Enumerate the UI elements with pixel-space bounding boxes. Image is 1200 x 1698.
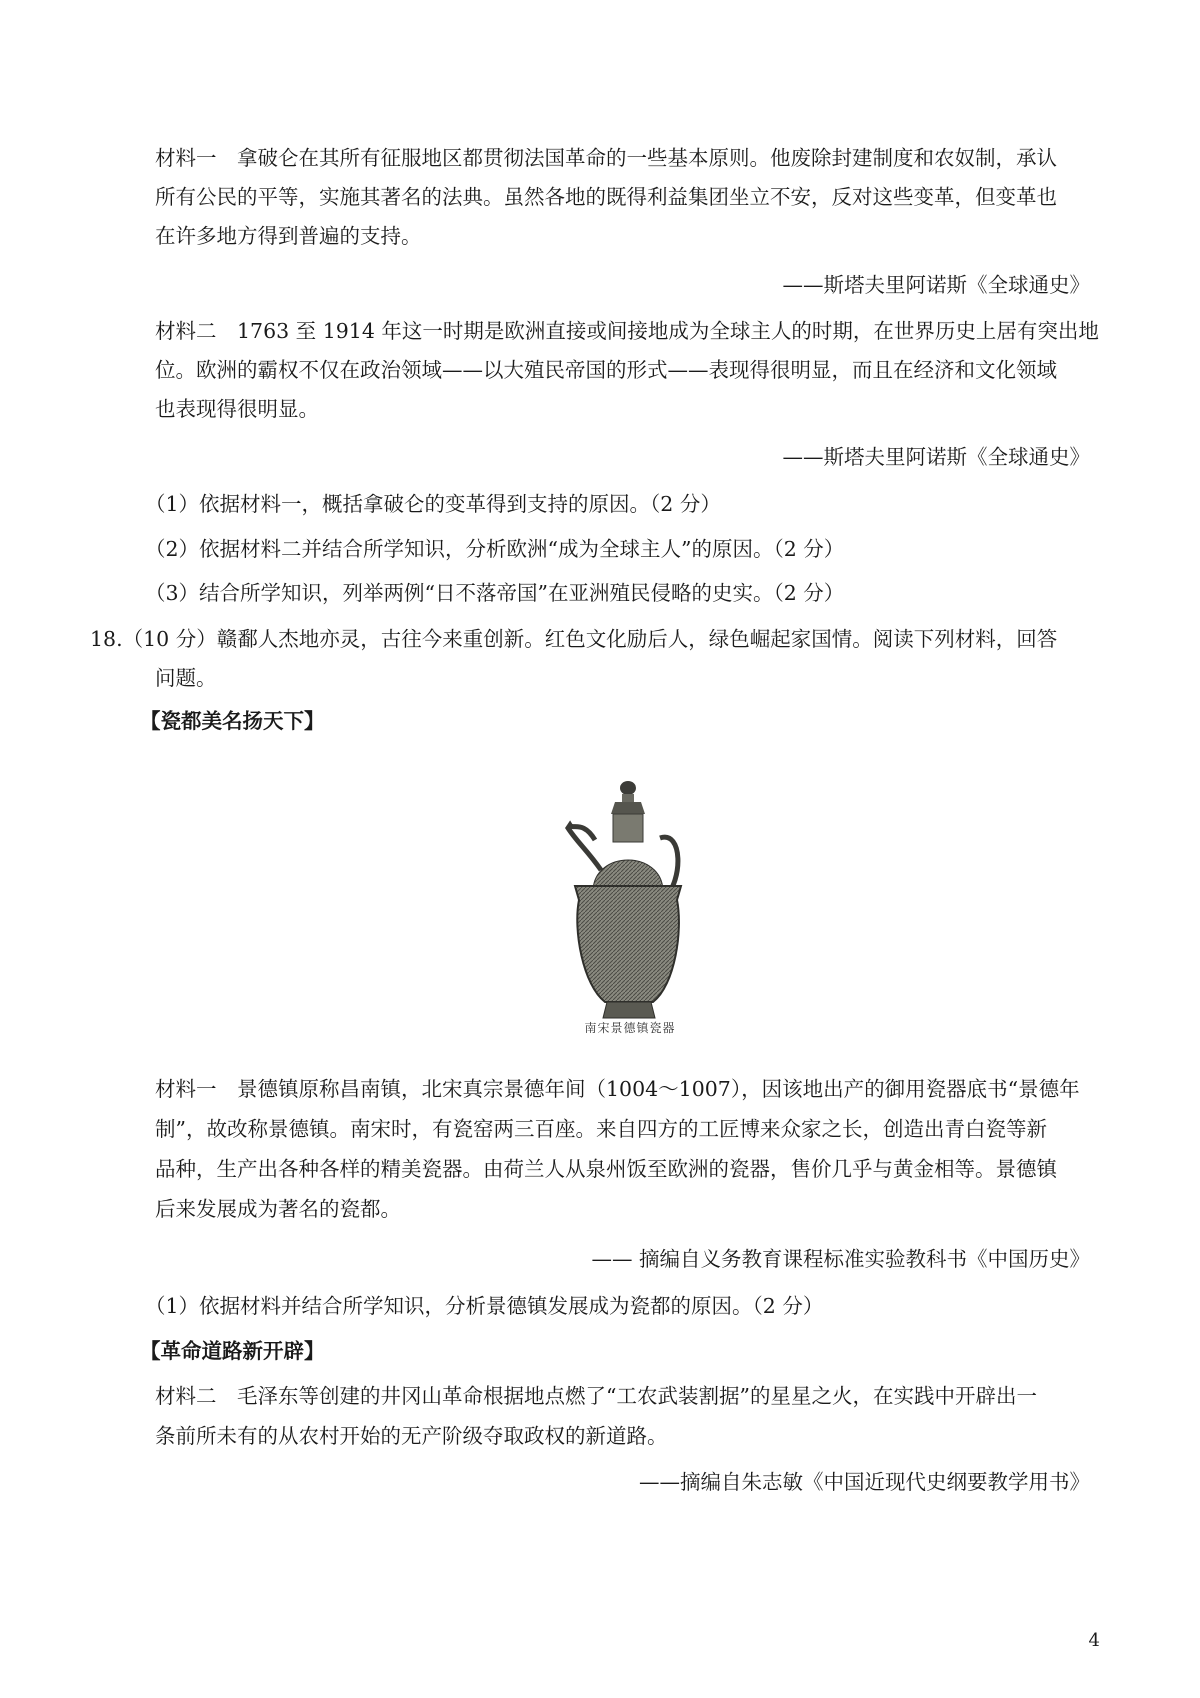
page-number: 4 [1088, 1630, 1100, 1651]
q17-3: （3）结合所学知识，列举两例“日不落帝国”在亚洲殖民侵略的史实。（2 分） [145, 581, 845, 605]
sec2-source: ——摘编自朱志敏《中国近现代史纲要教学用书》 [639, 1470, 1090, 1494]
q18-line-1: 18.（10 分）赣鄱人杰地亦灵，古往今来重创新。红色文化励后人，绿色崛起家国情。阅读下列材料，回答 [90, 627, 1058, 651]
m2-line-3: 也表现得很明显。 [155, 397, 319, 421]
porcelain-vessel-image [565, 780, 695, 1050]
q17-2: （2）依据材料二并结合所学知识，分析欧洲“成为全球主人”的原因。（2 分） [145, 537, 845, 561]
sec2-line-1: 材料二 毛泽东等创建的井冈山革命根据地点燃了“工农武装割据”的星星之火，在实践中开辟出一 [155, 1384, 1037, 1408]
sec1-line-2: 制”，故改称景德镇。南宋时，有瓷窑两三百座。来自四方的工匠博来众家之长，创造出青白瓷等新 [155, 1117, 1047, 1141]
sec1-question: （1）依据材料并结合所学知识，分析景德镇发展成为瓷都的原因。（2 分） [145, 1294, 824, 1318]
m2-line-1: 材料二 1763 至 1914 年这一时期是欧洲直接或间接地成为全球主人的时期，在世界历史上居有突出地 [155, 319, 1099, 343]
sec1-line-3: 品种，生产出各种各样的精美瓷器。由荷兰人从泉州饭至欧洲的瓷器，售价几乎与黄金相等。景德镇 [155, 1157, 1057, 1181]
figure-caption: 南宋景德镇瓷器 [584, 1021, 676, 1035]
m1-line-1: 材料一 拿破仑在其所有征服地区都贯彻法国革命的一些基本原则。他废除封建制度和农奴制，承认 [155, 146, 1057, 170]
section-title-porcelain: 【瓷都美名扬天下】 [140, 709, 325, 733]
q18-line-2: 问题。 [155, 666, 217, 690]
q17-1: （1）依据材料一，概括拿破仑的变革得到支持的原因。（2 分） [145, 492, 721, 516]
m1-line-3: 在许多地方得到普遍的支持。 [155, 224, 422, 248]
m2-source: ——斯塔夫里阿诺斯《全球通史》 [782, 445, 1090, 469]
m1-line-2: 所有公民的平等，实施其著名的法典。虽然各地的既得利益集团坐立不安，反对这些变革，但变革也 [155, 185, 1057, 209]
m2-line-2: 位。欧洲的霸权不仅在政治领域——以大殖民帝国的形式——表现得很明显，而且在经济和文化领域 [155, 358, 1057, 382]
m1-source: ——斯塔夫里阿诺斯《全球通史》 [782, 273, 1090, 297]
sec1-line-1: 材料一 景德镇原称昌南镇，北宋真宗景德年间（1004～1007），因该地出产的御用瓷器底书“景德年 [155, 1077, 1080, 1101]
sec1-source: —— 摘编自义务教育课程标准实验教科书《中国历史》 [591, 1247, 1090, 1271]
sec1-line-4: 后来发展成为著名的瓷都。 [155, 1197, 401, 1221]
sec2-line-2: 条前所未有的从农村开始的无产阶级夺取政权的新道路。 [155, 1424, 668, 1448]
section-title-revolution: 【革命道路新开辟】 [140, 1339, 325, 1363]
